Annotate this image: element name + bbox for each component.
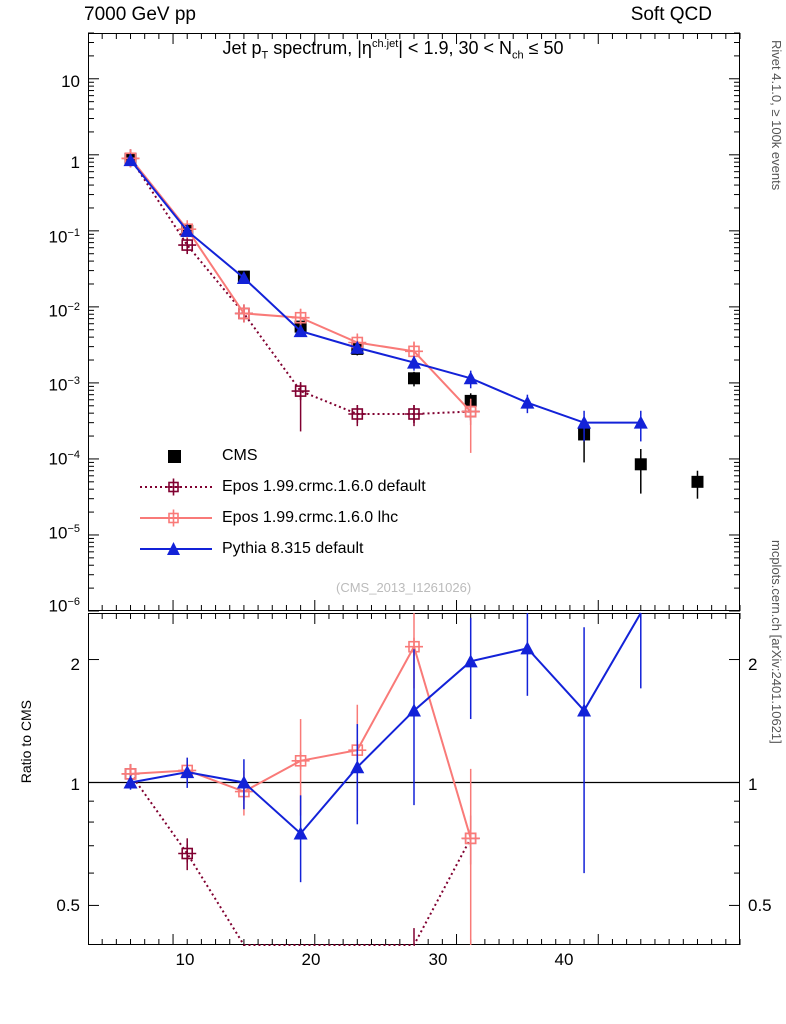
legend-label-cms: CMS bbox=[222, 446, 258, 464]
ratio-ytick-2-left: 2 bbox=[70, 655, 80, 674]
ratio-series-pythia-8-315-default bbox=[124, 613, 641, 882]
title-post: ≤ 50 bbox=[523, 38, 564, 58]
xtick-10: 10 bbox=[175, 950, 195, 969]
ratio-ytick-2-right: 2 bbox=[748, 655, 758, 674]
header-process-label: Soft QCD bbox=[630, 4, 712, 25]
ratio-ytick-05-left: 0.5 bbox=[56, 896, 80, 915]
title-mid2: | < 1.9, 30 < N bbox=[398, 38, 512, 58]
title-mid: spectrum, |η bbox=[268, 38, 372, 58]
legend-label-pythia: Pythia 8.315 default bbox=[222, 539, 364, 557]
rivet-version-label: Rivet 4.1.0, ≥ 100k events bbox=[769, 40, 784, 191]
xtick-40: 40 bbox=[554, 950, 574, 969]
xtick-30: 30 bbox=[428, 950, 448, 969]
legend-label-epos-default: Epos 1.99.crmc.1.6.0 default bbox=[222, 477, 426, 495]
ytick-1e-4: $10^{-4}$ bbox=[48, 449, 80, 469]
series-pythia-8-315-default bbox=[124, 153, 648, 441]
ratio-series-epos-1-99-crmc-1-6-0-lhc bbox=[122, 613, 480, 945]
title-sup-chjet: ch.jet bbox=[371, 38, 399, 50]
title-pre: Jet p bbox=[222, 38, 262, 58]
header-beam-label: 7000 GeV pp bbox=[84, 4, 196, 25]
ytick-1e-3: $10^{-3}$ bbox=[48, 375, 80, 395]
ytick-1e-2: $10^{-2}$ bbox=[48, 301, 80, 321]
ratio-ytick-1-left: 1 bbox=[70, 775, 80, 794]
series-cms bbox=[125, 153, 704, 499]
ytick-10: 10 bbox=[61, 72, 80, 91]
ytick-1e-6: $10^{-6}$ bbox=[48, 596, 80, 616]
ytick-1: 1 bbox=[70, 153, 80, 172]
mcplots-arxiv-label: mcplots.cern.ch [arXiv:2401.10621] bbox=[769, 540, 784, 744]
title-sub-pt: T bbox=[261, 49, 269, 62]
analysis-id-watermark: (CMS_2013_I1261026) bbox=[336, 580, 472, 595]
ytick-1e-5: $10^{-5}$ bbox=[48, 523, 80, 543]
ytick-1e-1: $10^{-1}$ bbox=[48, 227, 80, 247]
legend-label-epos-lhc: Epos 1.99.crmc.1.6.0 lhc bbox=[222, 508, 399, 526]
series-epos-1-99-crmc-1-6-0-default bbox=[122, 149, 480, 431]
xtick-20: 20 bbox=[301, 950, 321, 969]
ratio-axis-label: Ratio to CMS bbox=[18, 700, 34, 784]
ratio-ytick-1-right: 1 bbox=[748, 775, 758, 794]
ratio-ytick-05-right: 0.5 bbox=[748, 896, 772, 915]
title-sub-nch: ch bbox=[512, 49, 524, 62]
